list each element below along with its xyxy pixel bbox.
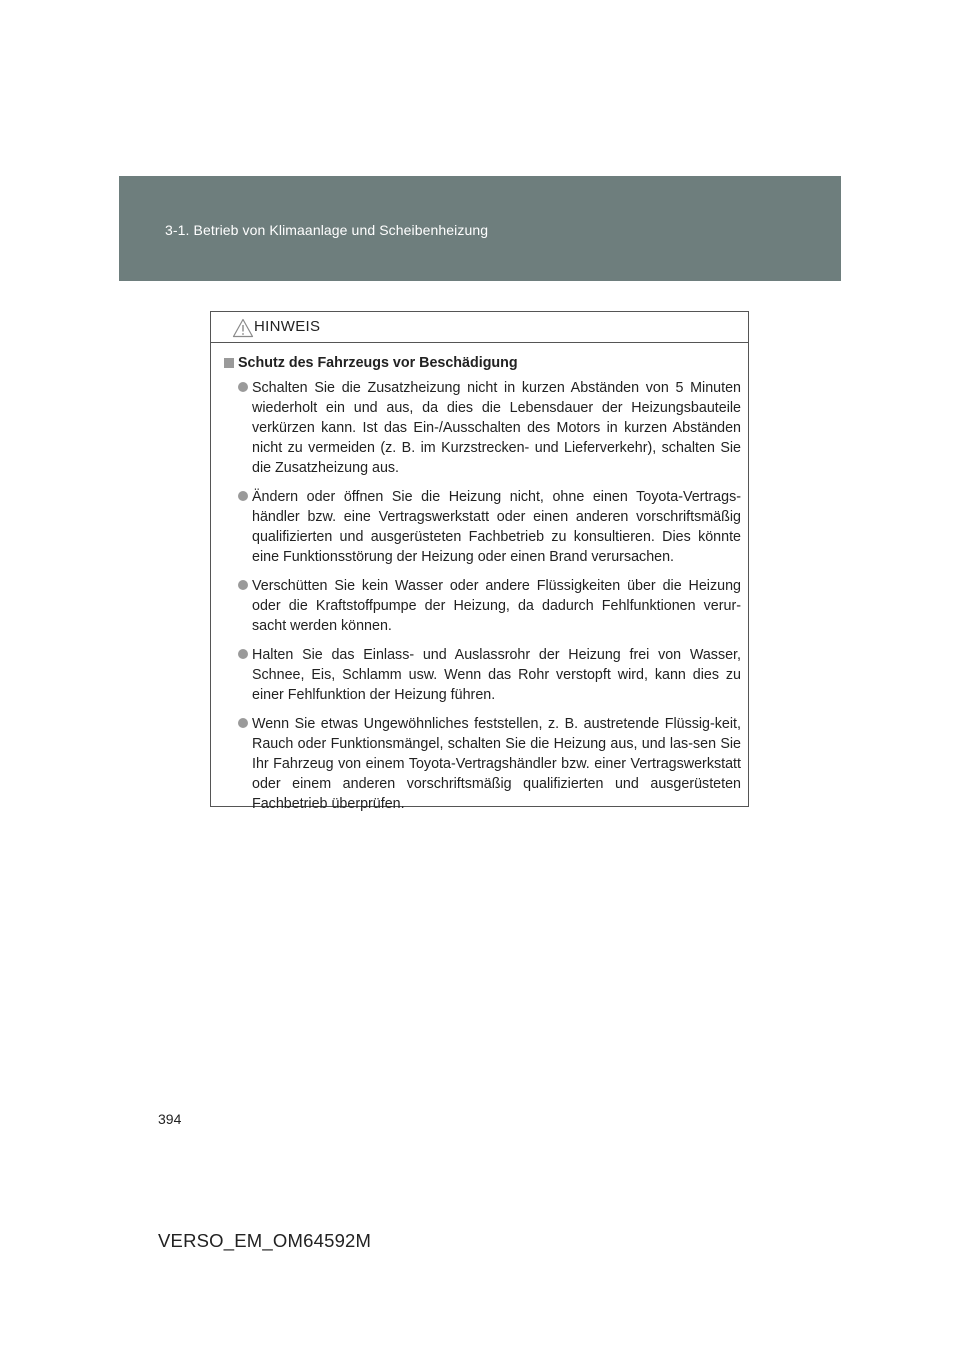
round-bullet-icon (238, 649, 248, 659)
list-item (223, 576, 741, 636)
notice-title: HINWEIS (254, 318, 321, 335)
document-code: VERSO_EM_OM64592M (158, 1230, 372, 1251)
notice-section-title: Schutz des Fahrzeugs vor Beschädigung (238, 355, 518, 371)
round-bullet-icon (238, 718, 248, 728)
list-item-text: Halten Sie das Einlass- und Auslassrohr der Heizung frei von Wasser, Schnee, Eis, Schlamm usw. Wenn das Rohr verstopft wird, kann dies zu einer Fehlfunktion der Heizung führen. (252, 647, 741, 703)
round-bullet-icon (238, 580, 248, 590)
list-item-text: Verschütten Sie kein Wasser oder andere Flüssigkeiten über die Heizung oder die Kraftstoffpumpe der Heizung, da dadurch Fehlfunktionen verur-sacht werden können. (252, 578, 741, 634)
page-header (119, 176, 841, 281)
page-number: 394 (158, 1111, 182, 1127)
list-item (223, 645, 741, 705)
list-item (223, 714, 741, 814)
list-item (223, 378, 741, 478)
notice-body (211, 343, 748, 814)
notice-section-heading (223, 355, 741, 371)
round-bullet-icon (238, 382, 248, 392)
warning-triangle-icon (232, 318, 254, 338)
list-item (223, 487, 741, 567)
list-item-text: Wenn Sie etwas Ungewöhnliches feststellen, z. B. austretende Flüssig-keit, Rauch oder Funktionsmängel, schalten Sie die Heizung aus, und las-sen Sie Ihr Fahrzeug von einem Toyota-Vertragshändler bzw. einer Vertragswerkstatt oder einem anderen vorschriftsmäßig qualifizierten und ausgerüsteten Fachbetrieb überprüfen. (252, 716, 741, 812)
round-bullet-icon (238, 491, 248, 501)
list-item-text: Ändern oder öffnen Sie die Heizung nicht, ohne einen Toyota-Vertrags-händler bzw. eine Vertragswerkstatt oder einen anderen vorschriftsmäßig qualifizierten und ausgerüsteten Fachbetrieb zu konsultieren. Dies könnte eine Funktionsstörung der Heizung oder einen Brand verursachen. (252, 489, 741, 565)
notice-header (211, 312, 748, 343)
section-title: 3-1. Betrieb von Klimaanlage und Scheibenheizung (165, 222, 489, 238)
list-item-text: Schalten Sie die Zusatzheizung nicht in kurzen Abständen von 5 Minuten wiederholt ein und aus, da dies die Lebensdauer der Heizungsbauteile verkürzen kann. Ist das Ein-/Ausschalten des Motors in kurzen Abständen nicht zu vermeiden (z. B. im Kurzstrecken- und Lieferverkehr), schalten Sie die Zusatzheizung aus. (252, 380, 741, 476)
square-bullet-icon (224, 358, 234, 368)
notice-box (210, 311, 749, 812)
